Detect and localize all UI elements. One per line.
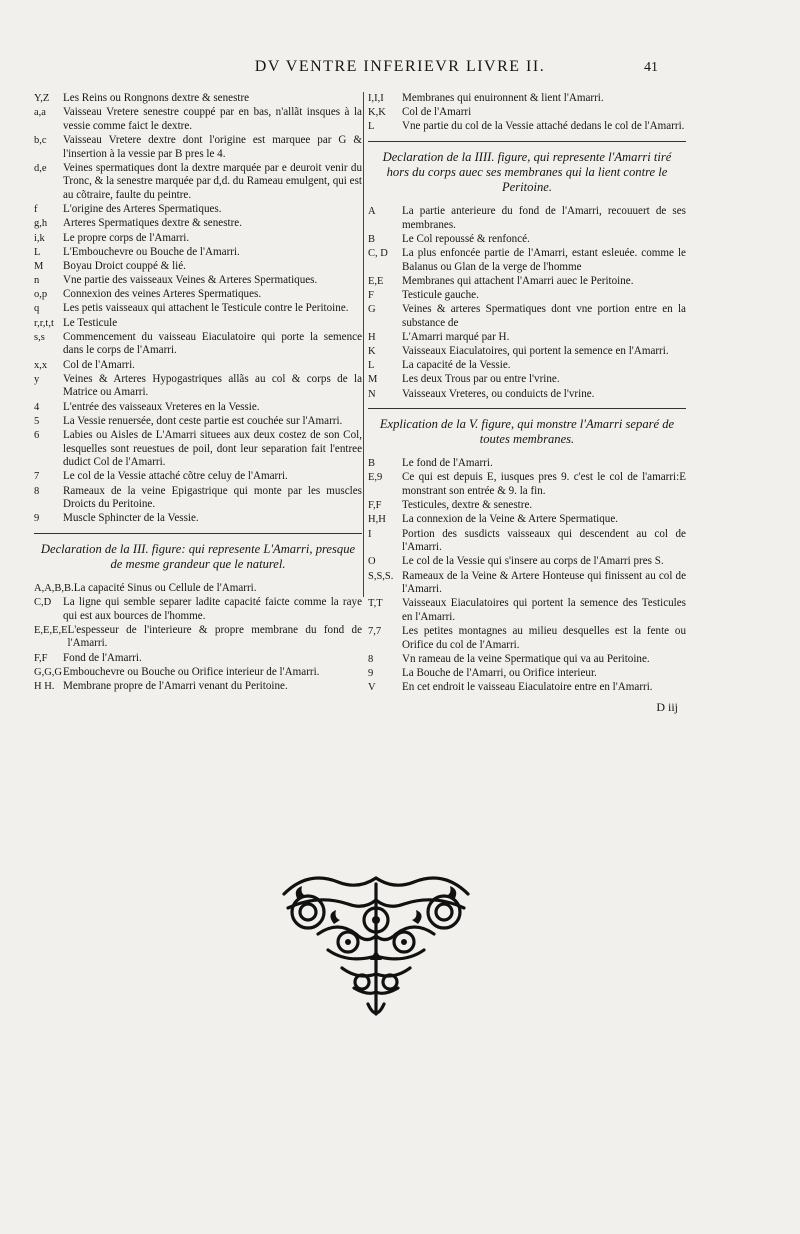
legend-text: Connexion des veines Arteres Spermatiques.: [63, 288, 262, 301]
legend-entry: [368, 471, 686, 498]
legend-entry: [368, 597, 686, 624]
legend-text: Vaisseau Vretere senestre couppé par en bas, n'allãt insques à la vessie comme faict le dextre.: [63, 106, 362, 132]
legend-text: La capacité de la Vessie.: [402, 359, 511, 372]
legend-key: Y,Z: [34, 93, 50, 104]
legend-entry: [34, 359, 362, 373]
section-divider: [34, 533, 362, 534]
legend-key: b,c: [34, 134, 47, 146]
legend-entry: [368, 667, 686, 681]
legend-entry: [34, 680, 362, 694]
legend-entry: [34, 415, 362, 429]
legend-entry: [34, 582, 362, 596]
running-title: DV VENTRE INFERIEVR LIVRE II.: [254, 58, 546, 75]
legend-entry: [34, 203, 362, 217]
legend-key: B: [368, 458, 376, 470]
legend-key: G,G,G: [34, 666, 62, 678]
legend-text: Commencement du vaisseau Eiaculatoire qui porte la semence dans le corps de l'Amarri.: [63, 330, 362, 357]
legend-entry: [368, 106, 686, 120]
legend-text: Le Col repoussé & renfoncé.: [402, 232, 530, 245]
legend-entry: [34, 217, 362, 231]
legend-text: L'Amarri marqué par H.: [402, 330, 510, 343]
legend-key: F,F: [34, 652, 48, 664]
column-divider: [363, 92, 364, 597]
legend-text: L'Embouchevre ou Bouche de l'Amarri.: [63, 245, 240, 258]
legend-entry: [368, 120, 686, 134]
legend-text: Le propre corps de l'Amarri.: [63, 231, 190, 244]
legend-entry: [34, 92, 362, 106]
legend-key: L: [368, 360, 375, 372]
legend-text: L'origine des Arteres Spermatiques.: [63, 203, 222, 216]
legend-key: H H.: [34, 681, 55, 692]
legend-entry: [368, 359, 686, 373]
legend-text: Le col de la Vessie attaché cõtre celuy de l'Amarri.: [63, 470, 288, 483]
legend-text: La partie anterieure du fond de l'Amarri, recouuert de ses membranes.: [402, 204, 686, 231]
legend-entry: [368, 570, 686, 597]
legend-text: Vaisseaux Vreteres, ou conduicts de l'vrine.: [402, 387, 595, 400]
legend-key: y: [34, 373, 40, 385]
legend-key: H,H: [368, 514, 386, 526]
legend-key: O: [368, 556, 376, 568]
legend-text: Boyau Droict couppé & lié.: [63, 259, 186, 272]
legend-text: Col de l'Amarri.: [63, 358, 135, 371]
legend-entry: [34, 331, 362, 358]
legend-key: E,E: [368, 275, 384, 287]
legend-text: Labies ou Aisles de L'Amarri situees aux deux costez de son Col, lesquelles sont reuestues de poil, dont leur separation fait l'entree dudict Col de l'Amarri.: [63, 428, 362, 469]
legend-text: Vaisseau Vretere dextre dont l'origine est marquee par G & l'insertion à la vessie par B pres le 4.: [63, 133, 362, 160]
legend-key: 7: [34, 471, 40, 483]
legend-text: Fond de l'Amarri.: [63, 651, 142, 664]
section-heading-figure-5: Explication de la V. figure, qui monstre l'Amarri separé de toutes membranes.: [379, 417, 675, 447]
legend-entry: [34, 162, 362, 203]
legend-text: Le Testicule: [63, 316, 118, 329]
legend-key: G: [368, 304, 376, 316]
legend-key: f: [34, 204, 38, 216]
legend-text: La Bouche de l'Amarri, ou Orifice interieur.: [402, 667, 597, 680]
legend-entry: [368, 289, 686, 303]
legend-entry: [368, 205, 686, 232]
legend-entry: [368, 681, 686, 695]
figure-legend-continuation: [368, 92, 686, 134]
legend-key: K,K: [368, 107, 386, 119]
legend-text: Portion des susdicts vaisseaux qui descendent au col de l'Amarri.: [402, 527, 686, 554]
legend-entry: [34, 317, 362, 331]
legend-text: Rameaux de la veine Epigastrique qui monte par les muscles Droicts du Peritoine.: [63, 484, 362, 511]
legend-key: E,E,E,E: [34, 624, 68, 636]
legend-entry: [368, 373, 686, 387]
figure-4-legend-list: [368, 205, 686, 401]
legend-key: C,D: [34, 597, 52, 609]
legend-text: La connexion de la Veine & Artere Spermatique.: [402, 513, 619, 526]
legend-entry: [368, 233, 686, 247]
legend-text: Les petis vaisseaux qui attachent le Testicule contre le Peritoine.: [63, 302, 349, 315]
legend-text: Les deux Trous par ou entre l'vrine.: [402, 373, 560, 386]
legend-key: L: [368, 121, 375, 133]
legend-entry: [34, 596, 362, 623]
legend-text: Testicule gauche.: [402, 288, 479, 301]
legend-key: V: [368, 682, 376, 694]
legend-key: M: [368, 374, 378, 386]
legend-text: Embouchevre ou Bouche ou Orifice interieur de l'Amarri.: [63, 665, 320, 678]
legend-key: i,k: [34, 232, 45, 244]
legend-entry: [34, 106, 362, 133]
legend-key: q: [34, 303, 40, 315]
legend-entry: [34, 373, 362, 400]
legend-key: 9: [34, 513, 40, 525]
legend-key: s,s: [34, 331, 45, 343]
legend-key: M: [34, 260, 44, 272]
legend-entry: [34, 485, 362, 512]
legend-entry: [368, 528, 686, 555]
legend-text: Ce qui est depuis E, iusques pres 9. c'est le col de l'amarri:E monstrant son entrée & 9. la fin.: [402, 471, 686, 497]
legend-text: Col de l'Amarri: [402, 106, 472, 119]
legend-text: Veines spermatiques dont la dextre marquée par e deuroit venir du Tronc, & la senestre marquée par d,d. du Rameau emulgent, qui est au cõtraire, faulte du peintre.: [63, 161, 362, 201]
legend-key: I,I,I: [368, 93, 384, 104]
legend-entry: [368, 345, 686, 359]
legend-text: En cet endroit le vaisseau Eiaculatoire entre en l'Amarri.: [402, 681, 653, 694]
legend-key: B: [368, 233, 376, 245]
legend-text: Le fond de l'Amarri.: [402, 457, 493, 470]
legend-key: S,S,S.: [368, 570, 394, 582]
legend-entry: [34, 288, 362, 302]
legend-text: La plus enfoncée partie de l'Amarri, estant esleuée. comme le Balanus ou Glan de la verge de l'homme: [402, 246, 686, 273]
legend-entry: [368, 331, 686, 345]
legend-entry: [34, 260, 362, 274]
legend-text: L'espesseur de l'interieure & propre membrane du fond de l'Amarri.: [67, 623, 362, 650]
legend-key: d,e: [34, 162, 47, 174]
legend-key: E,9: [368, 472, 383, 484]
legend-entry: [368, 625, 686, 652]
legend-key: F,F: [368, 500, 382, 512]
left-column: [34, 92, 362, 694]
page-number: 41: [644, 60, 658, 75]
legend-key: I: [368, 528, 372, 540]
figure-3-legend-list: [34, 582, 362, 694]
legend-text: Membranes qui attachent l'Amarri auec le Peritoine.: [402, 274, 634, 287]
legend-text: L'entrée des vaisseaux Vreteres en la Vessie.: [63, 400, 260, 413]
legend-entry: [368, 653, 686, 667]
legend-key: A: [368, 205, 376, 217]
legend-text: Arteres Spermatiques dextre & senestre.: [63, 217, 242, 230]
legend-key: x,x: [34, 359, 48, 371]
legend-key: 8: [368, 653, 374, 665]
legend-key: N: [368, 388, 376, 400]
legend-key: 4: [34, 401, 40, 413]
legend-entry: [34, 512, 362, 526]
section-divider: [368, 141, 686, 142]
legend-entry: [368, 555, 686, 569]
legend-key: 8: [34, 485, 40, 497]
legend-text: La Vessie renuersée, dont ceste partie est couchée sur l'Amarri.: [63, 414, 343, 427]
section-divider: [368, 408, 686, 409]
legend-text: Vn rameau de la veine Spermatique qui va au Peritoine.: [402, 652, 650, 665]
section-heading-figure-3: Declaration de la III. figure: qui represente L'Amarri, presque de mesme grandeur que le naturel.: [40, 541, 356, 571]
legend-text: Veines & arteres Spermatiques dont vne portion entre en la substance de: [402, 303, 686, 329]
legend-key: F: [368, 289, 374, 301]
legend-entry: [34, 652, 362, 666]
legend-entry: [368, 275, 686, 289]
legend-text: Vne partie du col de la Vessie attaché dedans le col de l'Amarri.: [402, 120, 685, 133]
figure-legend-list: [34, 92, 362, 526]
legend-key: L: [34, 246, 41, 258]
legend-key: 6: [34, 429, 40, 441]
right-column: [368, 92, 686, 714]
legend-text: Membranes qui enuironnent & lient l'Amarri.: [402, 92, 604, 104]
legend-key: g,h: [34, 218, 48, 230]
legend-entry: [368, 388, 686, 402]
legend-entry: [368, 513, 686, 527]
legend-text: Vne partie des vaisseaux Veines & Arteres Spermatiques.: [63, 274, 318, 287]
legend-entry: [34, 429, 362, 470]
legend-text: Vaisseaux Eiaculatoires qui portent la semence des Testicules en l'Amarri.: [402, 597, 686, 623]
legend-entry: [34, 134, 362, 161]
legend-text: La capacité Sinus ou Cellule de l'Amarri.: [73, 581, 257, 594]
legend-entry: [34, 246, 362, 260]
legend-key: n: [34, 275, 40, 287]
legend-key: 9: [368, 668, 374, 680]
legend-key: T,T: [368, 598, 383, 610]
legend-entry: [368, 457, 686, 471]
legend-entry: [368, 247, 686, 274]
arabesque-tailpiece-ornament-icon: [278, 864, 474, 1024]
legend-text: Les Reins ou Rongnons dextre & senestre: [63, 92, 250, 104]
legend-entry: [34, 274, 362, 288]
legend-text: Les petites montagnes au milieu desquelles est la fente ou Orifice du col de l'Amarri.: [402, 625, 686, 651]
legend-text: Veines & Arteres Hypogastriques allãs au col & corps de la Matrice ou Amarri.: [63, 372, 362, 399]
legend-text: Testicules, dextre & senestre.: [402, 499, 533, 512]
legend-entry: [34, 302, 362, 316]
legend-text: Muscle Sphincter de la Vessie.: [63, 512, 199, 525]
running-header: [0, 56, 800, 80]
legend-key: A,A,B,B.: [34, 582, 74, 594]
legend-entry: [34, 232, 362, 246]
legend-entry: [34, 666, 362, 680]
legend-text: Membrane propre de l'Amarri venant du Peritoine.: [63, 680, 288, 692]
legend-key: H: [368, 331, 376, 343]
legend-text: Rameaux de la Veine & Artere Honteuse qui finissent au col de l'Amarri.: [402, 569, 686, 596]
legend-text: La ligne qui semble separer ladite capacité faicte comme la raye qui est aux bources de l'homme.: [63, 596, 362, 622]
legend-text: Vaisseaux Eiaculatoires, qui portent la semence en l'Amarri.: [402, 345, 669, 358]
legend-key: C, D: [368, 247, 388, 259]
section-heading-figure-4: Declaration de la IIII. figure, qui represente l'Amarri tiré hors du corps auec ses membranes qui la lient contre le Peritoine.: [382, 149, 672, 194]
legend-key: 7,7: [368, 626, 382, 638]
legend-entry: [368, 303, 686, 330]
legend-entry: [368, 92, 686, 106]
legend-key: K: [368, 346, 376, 358]
legend-key: 5: [34, 415, 40, 427]
legend-entry: [34, 624, 362, 651]
legend-entry: [34, 401, 362, 415]
figure-5-legend-list: [368, 457, 686, 695]
signature-mark: D iij: [656, 699, 678, 714]
legend-key: r,r,t,t: [34, 317, 54, 329]
legend-entry: [368, 499, 686, 513]
legend-entry: [34, 470, 362, 484]
legend-key: o,p: [34, 289, 48, 301]
legend-text: Le col de la Vessie qui s'insere au corps de l'Amarri pres S.: [402, 555, 664, 568]
legend-key: a,a: [34, 107, 46, 119]
